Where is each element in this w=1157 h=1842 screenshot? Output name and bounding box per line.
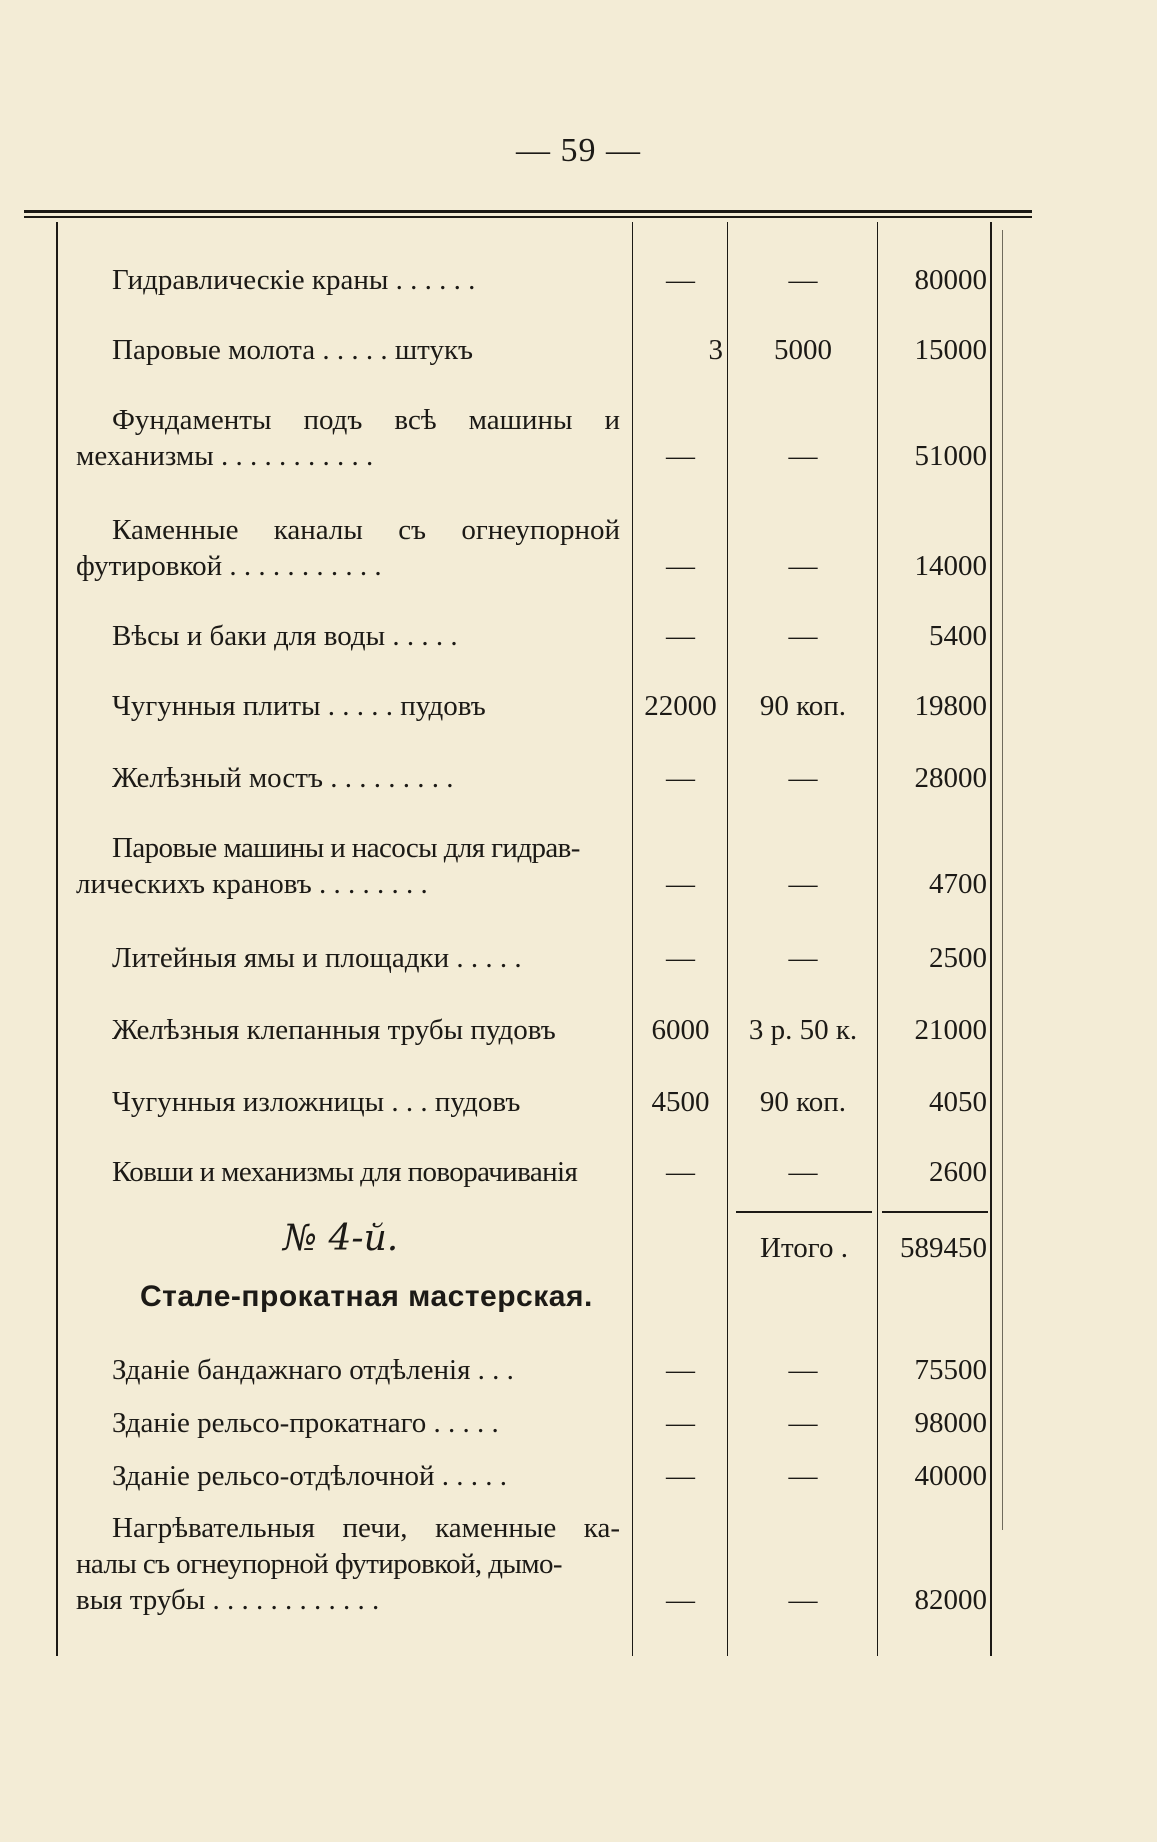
top-rule-thin [24, 216, 1032, 218]
row-sum: 4050 [929, 1086, 987, 1118]
row-quantity: — [666, 1156, 695, 1188]
row-quantity: — [666, 1407, 695, 1439]
row-quantity: — [666, 942, 695, 974]
row-sum: 2500 [929, 942, 987, 974]
row-price: — [788, 1584, 818, 1616]
row-description: Литейныя ямы и площадки . . . . . [112, 942, 522, 974]
table-row [0, 1154, 1157, 1190]
row-price: — [788, 620, 818, 652]
row-description: Вѣсы и баки для воды . . . . . [112, 620, 458, 652]
section-title: Стале-прокатная мастерская. [140, 1280, 593, 1313]
table-row [0, 1510, 1157, 1618]
row-quantity: — [666, 550, 695, 582]
row-price: — [788, 942, 818, 974]
row-quantity: — [666, 264, 695, 296]
row-quantity: — [666, 762, 695, 794]
row-price: 3 р. 50 к. [748, 1014, 858, 1046]
row-price: — [788, 1460, 818, 1492]
top-rule [24, 210, 1032, 213]
row-sum: 21000 [914, 1014, 987, 1046]
row-sum: 28000 [914, 762, 987, 794]
row-quantity: — [666, 440, 695, 472]
table-row [0, 1012, 1157, 1048]
row-sum: 19800 [914, 690, 987, 722]
row-sum: 51000 [914, 440, 987, 472]
table-row [0, 688, 1157, 724]
row-sum: 5400 [929, 620, 987, 652]
row-price: 90 коп. [759, 690, 847, 722]
row-quantity: — [666, 1460, 695, 1492]
row-sum: 14000 [914, 550, 987, 582]
row-sum: 40000 [914, 1460, 987, 1492]
table-row [0, 512, 1157, 584]
row-quantity: — [666, 868, 695, 900]
row-description: Зданіе рельсо-прокатнаго . . . . . [112, 1407, 499, 1439]
row-description: Желѣзныя клепанныя трубы пудовъ [112, 1014, 556, 1046]
row-description: Ковши и механизмы для поворачиванія [112, 1156, 578, 1188]
section-number: № 4-й. [283, 1218, 399, 1259]
row-description: Паровые молота . . . . . штукъ [112, 334, 474, 366]
table-row [0, 332, 1157, 368]
page-number: — 59 — [516, 132, 641, 169]
row-description: Зданіе бандажнаго отдѣленія . . . [112, 1354, 514, 1386]
row-description: Чугунныя плиты . . . . . пудовъ [112, 690, 486, 722]
table-row [0, 830, 1157, 902]
row-sum: 98000 [914, 1407, 987, 1439]
row-price: — [788, 868, 818, 900]
row-sum: 2600 [929, 1156, 987, 1188]
row-description: Фундаменты подъ всѣ машины и механизмы . . . . . . . . . . . [76, 404, 620, 472]
row-description: Желѣзный мостъ . . . . . . . . . [112, 762, 454, 794]
table-row [0, 402, 1157, 474]
row-description: Чугунныя изложницы . . . пудовъ [112, 1086, 521, 1118]
total-rule-sum [882, 1211, 988, 1213]
total-rule-price [736, 1211, 872, 1213]
table-row [0, 1405, 1157, 1441]
row-quantity: 4500 [651, 1086, 710, 1118]
table-row [0, 1458, 1157, 1494]
row-price: — [788, 1354, 818, 1386]
row-price: — [788, 1407, 818, 1439]
row-quantity: — [666, 1354, 695, 1386]
row-price: — [788, 264, 818, 296]
table-row [0, 1352, 1157, 1388]
total-label: Итого . [760, 1232, 848, 1264]
row-description: Гидравлическіе краны . . . . . . [112, 264, 476, 296]
row-price: — [788, 440, 818, 472]
row-sum: 80000 [914, 264, 987, 296]
total-value: 589450 [900, 1232, 987, 1264]
row-quantity: — [666, 620, 695, 652]
table-row [0, 618, 1157, 654]
row-description: Зданіе рельсо-отдѣлочной . . . . . [112, 1460, 507, 1492]
row-quantity: 22000 [644, 690, 717, 722]
row-price: — [788, 762, 818, 794]
row-description: Каменные каналы съ огнеупорной футировкой . . . . . . . . . . . [76, 514, 620, 582]
row-quantity: 3 [708, 334, 723, 366]
row-description: Паровые машины и насосы для гидрав- лическихъ крановъ . . . . . . . . [76, 832, 580, 900]
row-sum: 82000 [914, 1584, 987, 1616]
table-row [0, 940, 1157, 976]
row-price: 90 коп. [759, 1086, 847, 1118]
row-description: Нагрѣвательныя печи, каменные ка- налы съ огнеупорной футировкой, дымо- выя трубы . . . . . . . . . . . . [76, 1512, 620, 1616]
row-sum: 15000 [914, 334, 987, 366]
row-quantity: 6000 [651, 1014, 710, 1046]
row-sum: 4700 [929, 868, 987, 900]
table-row [0, 760, 1157, 796]
row-sum: 75500 [914, 1354, 987, 1386]
table-row [0, 262, 1157, 298]
table-row [0, 1084, 1157, 1120]
row-price: — [788, 550, 818, 582]
row-price: — [788, 1156, 818, 1188]
row-price: 5000 [774, 334, 832, 366]
row-quantity: — [666, 1584, 695, 1616]
